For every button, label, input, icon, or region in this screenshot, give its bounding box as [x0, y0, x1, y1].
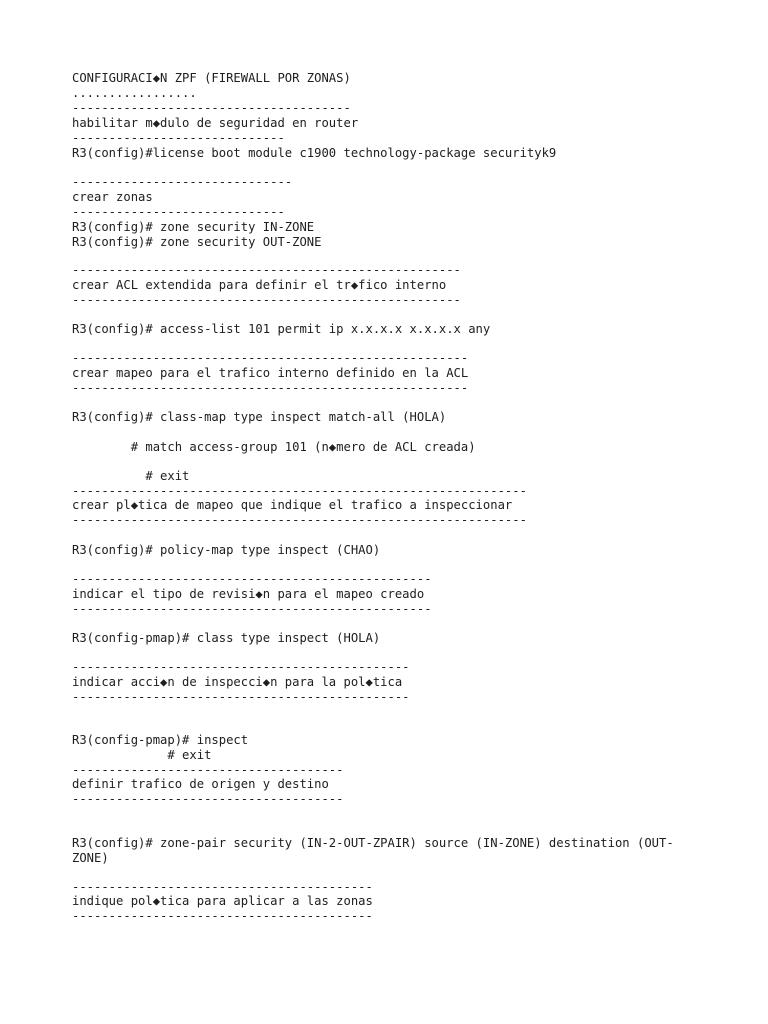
section-heading: indicar el tipo de revisi◆n para el mapeo creado	[72, 587, 425, 601]
command-line-indented: # exit	[72, 748, 212, 762]
dashed-divider: -----------------------------	[72, 131, 285, 145]
command-line: R3(config)# zone security OUT-ZONE	[72, 235, 322, 249]
command-line: R3(config)#license boot module c1900 technology-package securityk9	[72, 146, 557, 160]
dashed-divider: ------------------------------	[72, 175, 293, 189]
command-line: ZONE)	[72, 851, 109, 865]
command-line-indented: # match access-group 101 (n◆mero de ACL creada)	[72, 440, 476, 454]
section-heading: habilitar m◆dulo de seguridad en router	[72, 116, 359, 130]
section-heading: crear mapeo para el trafico interno definido en la ACL	[72, 366, 469, 380]
command-line: R3(config)# policy-map type inspect (CHAO)	[72, 543, 381, 557]
command-line: R3(config)# zone security IN-ZONE	[72, 220, 315, 234]
command-line-indented: # exit	[72, 469, 190, 483]
dashed-divider: -------------------------------------------------	[72, 602, 432, 616]
command-line: R3(config-pmap)# inspect	[72, 733, 249, 747]
dashed-divider: -----------------------------------------	[72, 880, 373, 894]
dashed-divider: -----------------------------	[72, 205, 285, 219]
section-heading: definir trafico de origen y destino	[72, 777, 329, 791]
dashed-divider: ----------------------------------------------	[72, 660, 410, 674]
document-title: CONFIGURACI◆N ZPF (FIREWALL POR ZONAS)	[72, 71, 351, 85]
dashed-divider: --------------------------------------------------------------	[72, 484, 527, 498]
command-line: R3(config-pmap)# class type inspect (HOLA)	[72, 631, 381, 645]
dashed-divider: --------------------------------------------------------------	[72, 513, 527, 527]
section-heading: crear zonas	[72, 190, 153, 204]
section-heading: indique pol◆tica para aplicar a las zonas	[72, 894, 373, 908]
dashed-divider: -----------------------------------------------------	[72, 293, 461, 307]
section-heading: crear pl◆tica de mapeo que indique el trafico a inspeccionar	[72, 498, 513, 512]
dashed-divider: -----------------------------------------	[72, 909, 373, 923]
section-heading: crear ACL extendida para definir el tr◆fico interno	[72, 278, 447, 292]
command-line: R3(config)# zone-pair security (IN-2-OUT-ZPAIR) source (IN-ZONE) destination (OUT-	[72, 836, 674, 850]
command-line: R3(config)# class-map type inspect match-all (HOLA)	[72, 410, 447, 424]
dashed-divider: -------------------------------------------------	[72, 572, 432, 586]
section-heading: indicar acci◆n de inspecci◆n para la pol◆tica	[72, 675, 403, 689]
dashed-divider: -------------------------------------	[72, 792, 344, 806]
dotted-separator: .................	[72, 86, 197, 100]
dashed-divider: -------------------------------------	[72, 763, 344, 777]
dashed-divider: --------------------------------------	[72, 101, 351, 115]
dashed-divider: -----------------------------------------------------	[72, 263, 461, 277]
dashed-divider: ----------------------------------------------	[72, 690, 410, 704]
dashed-divider: ------------------------------------------------------	[72, 381, 469, 395]
dashed-divider: ------------------------------------------------------	[72, 351, 469, 365]
command-line: R3(config)# access-list 101 permit ip x.x.x.x x.x.x.x any	[72, 322, 491, 336]
